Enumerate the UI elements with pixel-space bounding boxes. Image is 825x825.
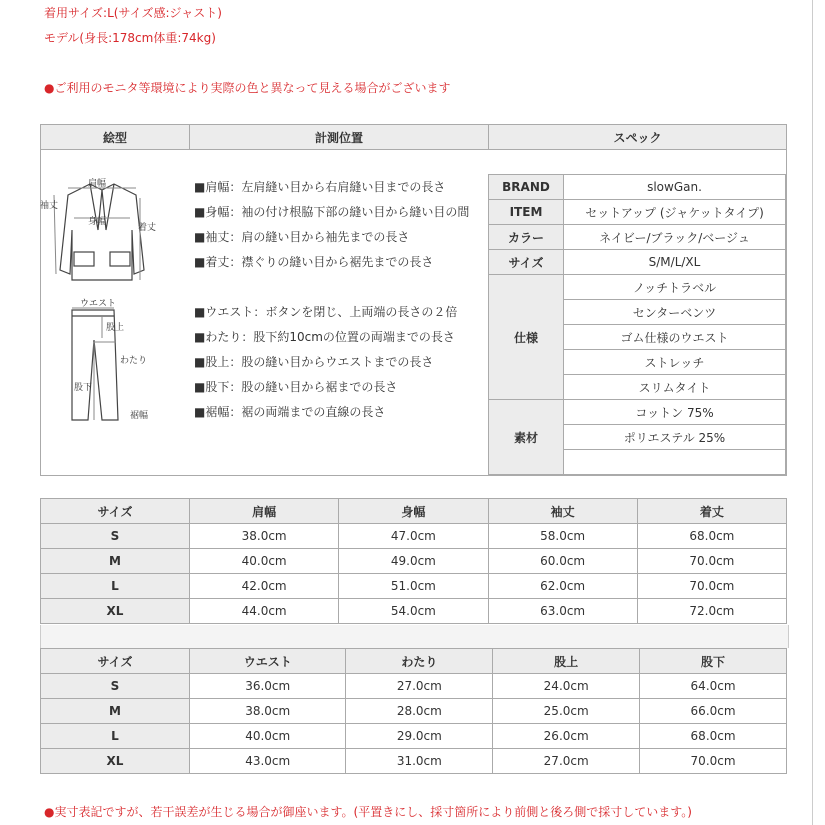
table-header: 股下 — [640, 649, 787, 674]
value-cell: 51.0cm — [339, 574, 488, 599]
pants-size-table — [40, 648, 787, 774]
garment-diagram — [40, 170, 158, 425]
label-thigh: わたり — [120, 356, 148, 366]
value-cell: 49.0cm — [339, 549, 488, 574]
spec-size: S/M/L/XL — [564, 250, 786, 275]
value-cell: 27.0cm — [493, 749, 640, 774]
value-cell: 26.0cm — [493, 724, 640, 749]
spec-color-label: カラー — [489, 225, 564, 250]
measure-waist: ■ウエスト：ボタンを閉じ、上両端の長さの２倍 — [194, 305, 458, 319]
value-cell: 24.0cm — [493, 674, 640, 699]
table-row — [41, 724, 787, 749]
size-cell: S — [41, 524, 190, 549]
spec-table — [488, 174, 786, 475]
value-cell: 58.0cm — [488, 524, 637, 549]
table-header: 肩幅 — [190, 499, 339, 524]
spec-size-label: サイズ — [489, 250, 564, 275]
label-sleeve: 袖丈 — [40, 201, 59, 211]
measure-rise: ■股上：股の縫い目からウエストまでの長さ — [194, 355, 434, 369]
value-cell: 28.0cm — [346, 699, 493, 724]
value-cell: 31.0cm — [346, 749, 493, 774]
label-rise: 股上 — [106, 323, 125, 333]
spec-feature: ノッチトラベル — [564, 275, 786, 300]
spec-features-label: 仕様 — [489, 275, 564, 400]
table-row — [41, 674, 787, 699]
size-cell: XL — [41, 599, 190, 624]
spec-item-label: ITEM — [489, 200, 564, 225]
spec-feature: センターベンツ — [564, 300, 786, 325]
col-spec: スペック — [489, 125, 787, 150]
value-cell: 68.0cm — [637, 524, 786, 549]
measure-sleeve: ■袖丈：肩の縫い目から袖先までの長さ — [194, 230, 410, 244]
jacket-size-table — [40, 498, 787, 624]
value-cell: 44.0cm — [190, 599, 339, 624]
measure-thigh: ■わたり：股下約10cmの位置の両端までの長さ — [194, 330, 455, 344]
model-body-text: モデル(身長:178cm体重:74kg) — [44, 31, 216, 45]
value-cell: 27.0cm — [346, 674, 493, 699]
measure-length: ■着丈：襟ぐりの縫い目から裾先までの長さ — [194, 255, 434, 269]
table-header: ウエスト — [190, 649, 346, 674]
value-cell: 70.0cm — [637, 549, 786, 574]
spec-item: セットアップ (ジャケットタイプ) — [564, 200, 786, 225]
table-header: サイズ — [41, 499, 190, 524]
table-row — [41, 699, 787, 724]
footer-note: ●実寸表記ですが、若干誤差が生じる場合が御座います。(平置きにし、採寸箇所により前側と後ろ側で採寸しています。) — [44, 805, 692, 819]
value-cell: 66.0cm — [640, 699, 787, 724]
size-cell: M — [41, 699, 190, 724]
value-cell: 62.0cm — [488, 574, 637, 599]
model-size-text: 着用サイズ:L(サイズ感:ジャスト) — [44, 6, 222, 20]
table-row — [41, 524, 787, 549]
spec-brand-label: BRAND — [489, 175, 564, 200]
jacket-illustration — [60, 184, 144, 280]
spec-brand: slowGan. — [564, 175, 786, 200]
spec-feature: ゴム仕様のウエスト — [564, 325, 786, 350]
value-cell: 54.0cm — [339, 599, 488, 624]
value-cell: 40.0cm — [190, 549, 339, 574]
value-cell: 40.0cm — [190, 724, 346, 749]
spec-material-empty — [564, 450, 786, 475]
label-length: 着丈 — [138, 223, 157, 233]
measure-body: ■身幅：袖の付け根脇下部の縫い目から縫い目の間 — [194, 205, 470, 219]
value-cell: 38.0cm — [190, 524, 339, 549]
col-measure-position: 計測位置 — [190, 125, 489, 150]
table-header: サイズ — [41, 649, 190, 674]
value-cell: 64.0cm — [640, 674, 787, 699]
measure-shoulder: ■肩幅：左肩縫い目から右肩縫い目までの長さ — [194, 180, 446, 194]
value-cell: 29.0cm — [346, 724, 493, 749]
table-header: わたり — [346, 649, 493, 674]
size-cell: L — [41, 724, 190, 749]
table-gap — [40, 625, 789, 648]
value-cell: 70.0cm — [640, 749, 787, 774]
value-cell: 63.0cm — [488, 599, 637, 624]
table-row — [41, 574, 787, 599]
measure-inseam: ■股下：股の縫い目から裾までの長さ — [194, 380, 398, 394]
spec-material-label: 素材 — [489, 400, 564, 475]
spec-color: ネイビー/ブラック/ベージュ — [564, 225, 786, 250]
value-cell: 36.0cm — [190, 674, 346, 699]
color-note: ●ご利用のモニタ等環境により実際の色と異なって見える場合がございます — [44, 81, 451, 95]
value-cell: 38.0cm — [190, 699, 346, 724]
col-illustration: 絵型 — [41, 125, 190, 150]
label-shoulder: 肩幅 — [88, 179, 107, 189]
table-header: 着丈 — [637, 499, 786, 524]
table-row — [41, 549, 787, 574]
table-header: 身幅 — [339, 499, 488, 524]
spec-feature: ストレッチ — [564, 350, 786, 375]
value-cell: 47.0cm — [339, 524, 488, 549]
table-row — [41, 599, 787, 624]
value-cell: 43.0cm — [190, 749, 346, 774]
measure-hem: ■裾幅：裾の両端までの直線の長さ — [194, 405, 386, 419]
label-waist: ウエスト — [80, 299, 117, 309]
label-hem: 裾幅 — [130, 411, 149, 421]
spec-material: コットン 75% — [564, 400, 786, 425]
table-header: 股上 — [493, 649, 640, 674]
size-cell: M — [41, 549, 190, 574]
value-cell: 60.0cm — [488, 549, 637, 574]
size-cell: S — [41, 674, 190, 699]
value-cell: 70.0cm — [637, 574, 786, 599]
value-cell: 68.0cm — [640, 724, 787, 749]
table-header: 袖丈 — [488, 499, 637, 524]
spec-feature: スリムタイト — [564, 375, 786, 400]
label-inseam: 股下 — [74, 383, 93, 393]
spec-material: ポリエステル 25% — [564, 425, 786, 450]
size-cell: XL — [41, 749, 190, 774]
value-cell: 72.0cm — [637, 599, 786, 624]
value-cell: 25.0cm — [493, 699, 640, 724]
table-row — [41, 749, 787, 774]
label-body: 身幅 — [88, 217, 107, 227]
size-cell: L — [41, 574, 190, 599]
value-cell: 42.0cm — [190, 574, 339, 599]
